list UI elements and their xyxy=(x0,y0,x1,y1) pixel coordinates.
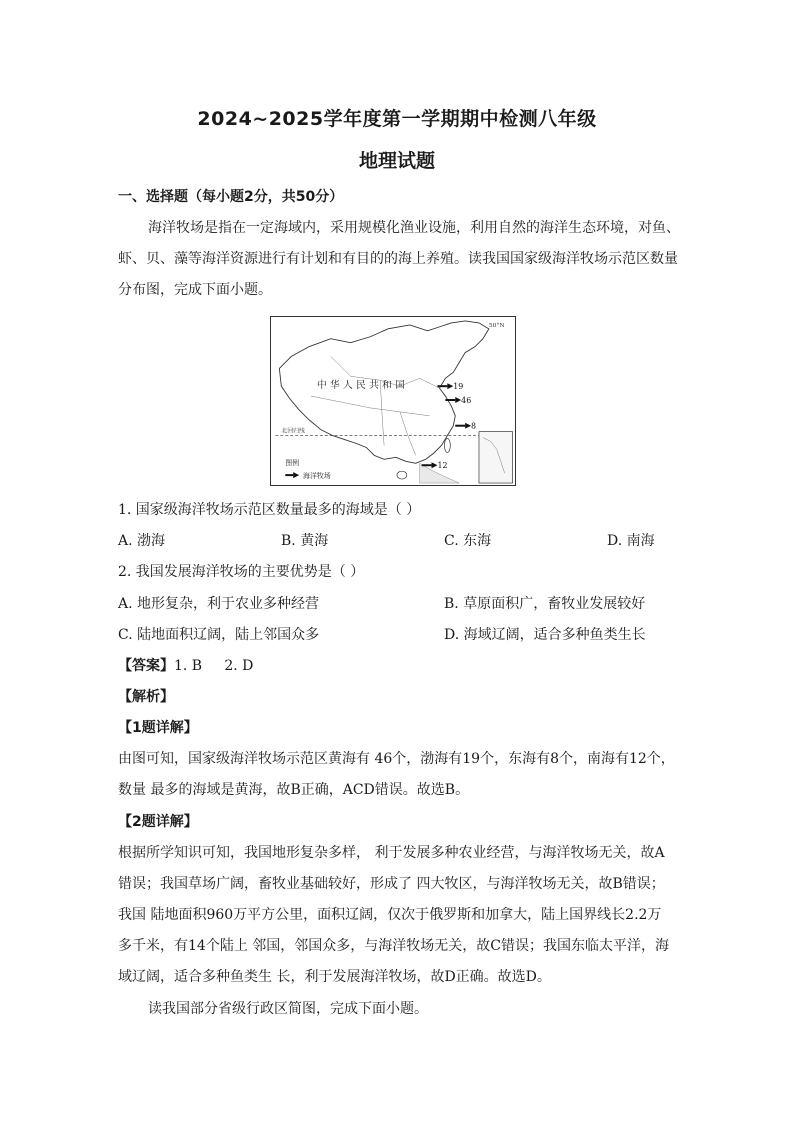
legend-title: 图例 xyxy=(285,459,300,468)
ranch-count: 8 xyxy=(471,421,477,431)
answer-line xyxy=(118,655,253,675)
taiwan-island xyxy=(444,439,450,453)
option-b: B. 黄海 xyxy=(281,533,329,549)
inset-map xyxy=(479,432,513,483)
hainan-island xyxy=(397,471,407,479)
legend-item: 海洋牧场 xyxy=(303,472,331,481)
option-c: C. 东海 xyxy=(444,533,492,549)
option-a: A. 地形复杂，利于农业多种经营 xyxy=(118,596,320,612)
answer-text: 1. B 2. D xyxy=(174,658,254,674)
detail-1-line: 数量 最多的海域是黄海，故B正确，ACD错误。故选B。 xyxy=(118,782,470,798)
detail-2-line: 多千米，有14个陆上 邻国，邻国众多，与海洋牧场无关，故C错误；我国东临太平洋，海 xyxy=(118,938,669,954)
option-b: B. 草原面积广，畜牧业发展较好 xyxy=(444,596,646,612)
analysis-label: 【解析】 xyxy=(118,689,174,705)
ranch-marker xyxy=(455,422,476,431)
ranch-count: 12 xyxy=(437,461,448,471)
next-question-intro: 读我国部分省级行政区简图，完成下面小题。 xyxy=(148,1001,428,1017)
intro-line: 虾、贝、藻等海洋资源进行有计划和有目的的海上养殖。读我国国家级海洋牧场示范区数量 xyxy=(118,251,678,267)
question-stem: 2. 我国发展海洋牧场的主要优势是（ ） xyxy=(118,564,365,580)
option-d: D. 南海 xyxy=(607,533,655,549)
detail-2-label: 【2题详解】 xyxy=(118,814,198,830)
ranch-count: 19 xyxy=(453,382,464,392)
detail-2-line: 根据所学知识可知，我国地形复杂多样， 利于发展多种农业经营，与海洋牧场无关，故A xyxy=(118,845,665,861)
map-svg xyxy=(271,317,515,485)
exam-subtitle: 地理试题 xyxy=(358,150,435,172)
option-a: A. 渤海 xyxy=(118,533,166,549)
detail-1-label: 【1题详解】 xyxy=(118,720,198,736)
detail-1-line: 由图可知，国家级海洋牧场示范区黄海有 46个，渤海有19个，东海有8个，南海有12个， xyxy=(118,751,675,767)
marine-ranch-map xyxy=(270,316,516,486)
option-d: D. 海域辽阔，适合多种鱼类生长 xyxy=(444,627,646,643)
section-heading: 一、选择题（每小题2分，共50分） xyxy=(118,189,344,205)
answer-label: 【答案】 xyxy=(118,658,174,674)
intro-line: 海洋牧场是指在一定海域内，采用规模化渔业设施，利用自然的海洋生态环境，对鱼、 xyxy=(148,220,680,236)
option-c: C. 陆地面积辽阔，陆上邻国众多 xyxy=(118,627,320,643)
tropic-label: 北回归线 xyxy=(281,428,305,435)
exam-title: 2024~2025学年度第一学期期中检测八年级 xyxy=(197,108,597,130)
detail-2-line: 错误；我国草场广阔，畜牧业基础较好，形成了 四大牧区，与海洋牧场无关，故B错误； xyxy=(118,876,665,892)
country-label: 中 华 人 民 共 和 国 xyxy=(316,380,405,392)
detail-2-line: 域辽阔，适合多种鱼类生 长，利于发展海洋牧场，故D正确。故选D。 xyxy=(118,969,551,985)
lat-label: 50°N xyxy=(488,322,505,329)
intro-line: 分布图，完成下面小题。 xyxy=(118,282,272,298)
detail-2-line: 我国 陆地面积960万平方公里，面积辽阔，仅次于俄罗斯和加拿大，陆上国界线长2.2万 xyxy=(118,907,662,923)
question-stem: 1. 国家级海洋牧场示范区数量最多的海域是（ ） xyxy=(118,502,421,518)
ranch-count: 46 xyxy=(461,395,472,405)
